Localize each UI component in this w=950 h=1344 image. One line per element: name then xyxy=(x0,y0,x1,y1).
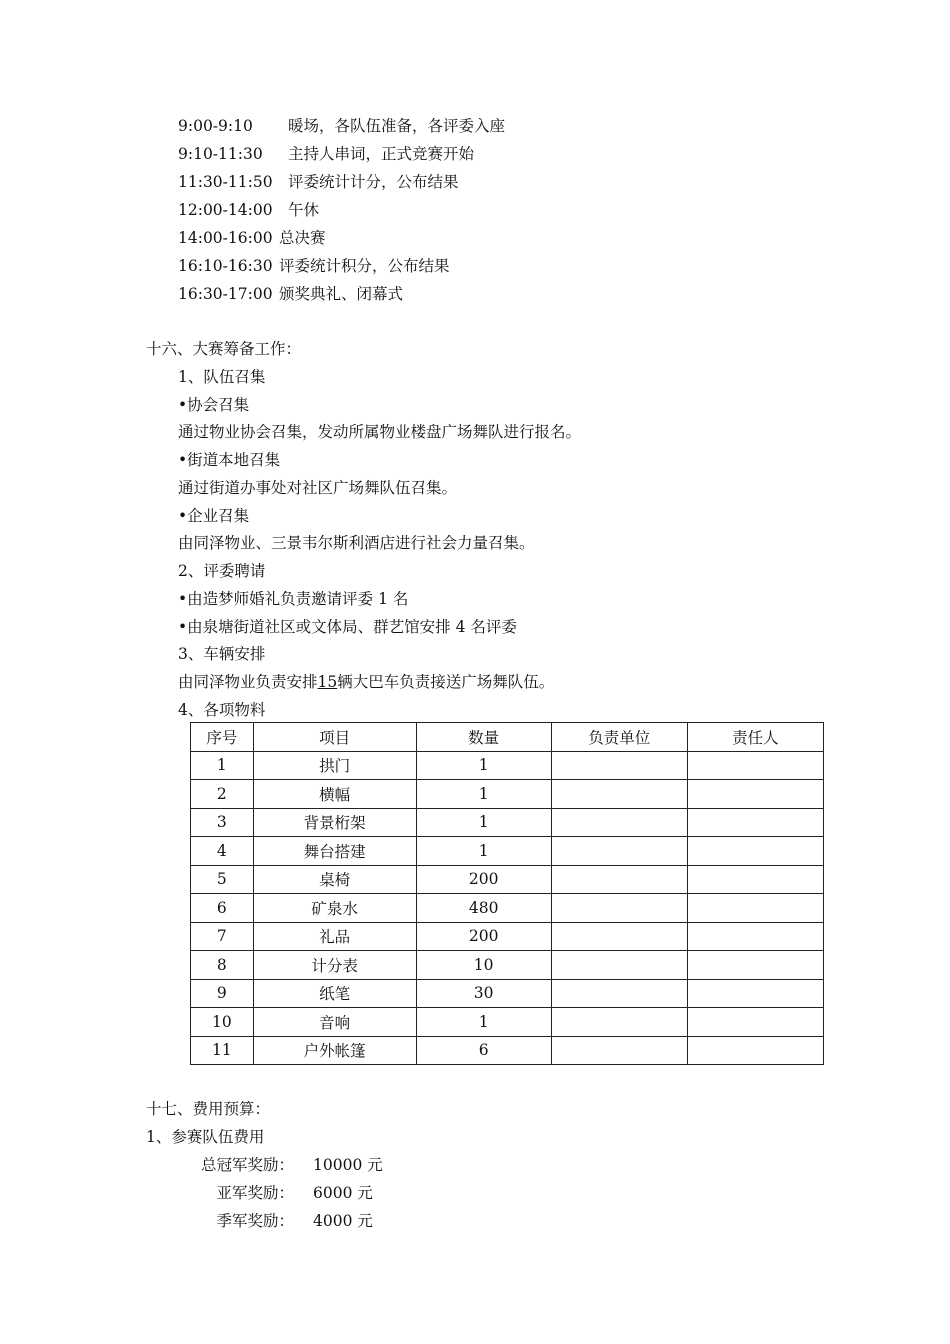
table-row xyxy=(191,951,824,980)
table-cell: 1 xyxy=(416,1008,551,1037)
table-cell xyxy=(687,1008,823,1037)
table-cell xyxy=(687,951,823,980)
paragraph: 由同泽物业、三景韦尔斯利酒店进行社会力量召集。 xyxy=(178,534,535,552)
table-row xyxy=(191,1036,824,1065)
bullet-item: •由泉塘街道社区或文体局、群艺馆安排 4 名评委 xyxy=(178,618,517,636)
vehicle-text-post: 辆大巴车负责接送广场舞队伍。 xyxy=(337,673,555,691)
table-cell: 4 xyxy=(191,837,254,866)
table-row xyxy=(191,808,824,837)
table-row xyxy=(191,1008,824,1037)
table-cell xyxy=(687,894,823,923)
table-cell: 10 xyxy=(191,1008,254,1037)
table-header-row xyxy=(191,723,824,752)
table-cell xyxy=(551,1008,687,1037)
table-cell xyxy=(551,922,687,951)
table-body xyxy=(191,751,824,1065)
table-cell xyxy=(551,979,687,1008)
table-cell: 200 xyxy=(416,865,551,894)
vehicle-text-pre: 由同泽物业负责安排 xyxy=(178,673,318,691)
table-cell: 30 xyxy=(416,979,551,1008)
schedule-time: 12:00-14:00 xyxy=(178,201,273,219)
table-cell: 6 xyxy=(191,894,254,923)
award-value: 10000 元 xyxy=(313,1156,383,1174)
subheading: 1、参赛队伍费用 xyxy=(146,1128,265,1146)
table-header: 项目 xyxy=(253,723,416,752)
bullet-item: •企业召集 xyxy=(178,507,250,525)
table-cell xyxy=(551,1036,687,1065)
vehicle-count: 15 xyxy=(317,673,338,691)
schedule-desc: 评委统计计分，公布结果 xyxy=(288,173,459,191)
table-cell: 纸笔 xyxy=(253,979,416,1008)
table-row xyxy=(191,837,824,866)
subheading: 2、评委聘请 xyxy=(178,562,266,580)
paragraph: 通过街道办事处对社区广场舞队伍召集。 xyxy=(178,479,458,497)
table-row xyxy=(191,751,824,780)
section-heading: 十七、费用预算： xyxy=(146,1100,271,1118)
table-cell xyxy=(687,751,823,780)
table-cell xyxy=(551,837,687,866)
table-row xyxy=(191,865,824,894)
table-cell: 背景桁架 xyxy=(253,808,416,837)
table-cell: 1 xyxy=(416,808,551,837)
table-cell xyxy=(687,865,823,894)
table-cell: 11 xyxy=(191,1036,254,1065)
table-cell: 2 xyxy=(191,780,254,809)
table-cell: 拱门 xyxy=(253,751,416,780)
bullet-item: •由造梦师婚礼负责邀请评委 1 名 xyxy=(178,590,409,608)
table-cell xyxy=(687,837,823,866)
table-cell: 3 xyxy=(191,808,254,837)
table-cell: 户外帐篷 xyxy=(253,1036,416,1065)
table-cell xyxy=(551,808,687,837)
table-cell: 10 xyxy=(416,951,551,980)
award-value: 4000 元 xyxy=(313,1212,373,1230)
paragraph xyxy=(178,672,554,692)
table-cell: 7 xyxy=(191,922,254,951)
table-cell: 桌椅 xyxy=(253,865,416,894)
table-cell xyxy=(551,894,687,923)
table-cell xyxy=(687,1036,823,1065)
table-header: 序号 xyxy=(191,723,254,752)
table-cell: 礼品 xyxy=(253,922,416,951)
award-label: 亚军奖励： xyxy=(216,1184,294,1202)
table-header: 责任人 xyxy=(687,723,823,752)
schedule-desc: 主持人串词，正式竞赛开始 xyxy=(288,145,475,163)
award-label: 总冠军奖励： xyxy=(200,1156,294,1174)
schedule-desc: 暖场，各队伍准备，各评委入座 xyxy=(288,117,506,135)
table-cell xyxy=(551,780,687,809)
subheading: 3、车辆安排 xyxy=(178,645,266,663)
table-cell xyxy=(551,865,687,894)
table-cell: 6 xyxy=(416,1036,551,1065)
table-cell: 1 xyxy=(416,780,551,809)
table-cell xyxy=(687,979,823,1008)
table-cell: 横幅 xyxy=(253,780,416,809)
award-label: 季军奖励： xyxy=(216,1212,294,1230)
table-cell: 舞台搭建 xyxy=(253,837,416,866)
table-cell: 200 xyxy=(416,922,551,951)
table-cell xyxy=(551,751,687,780)
table-row xyxy=(191,780,824,809)
schedule-time: 9:00-9:10 xyxy=(178,117,253,135)
table-header: 数量 xyxy=(416,723,551,752)
table-cell: 1 xyxy=(416,751,551,780)
award-value: 6000 元 xyxy=(313,1184,373,1202)
schedule-time: 14:00-16:00 xyxy=(178,229,273,247)
table-row xyxy=(191,979,824,1008)
table-header: 负责单位 xyxy=(551,723,687,752)
table-cell xyxy=(687,922,823,951)
schedule-desc: 午休 xyxy=(288,201,320,219)
section-heading: 十六、大赛筹备工作： xyxy=(146,340,302,358)
table-cell: 1 xyxy=(416,837,551,866)
table-row xyxy=(191,922,824,951)
schedule-desc: 总决赛 xyxy=(279,229,326,247)
paragraph: 通过物业协会召集，发动所属物业楼盘广场舞队进行报名。 xyxy=(178,423,582,441)
bullet-item: •街道本地召集 xyxy=(178,451,281,469)
schedule-desc: 颁奖典礼、闭幕式 xyxy=(279,285,404,303)
subheading: 1、队伍召集 xyxy=(178,368,266,386)
table-cell: 计分表 xyxy=(253,951,416,980)
materials-table xyxy=(190,722,824,1065)
schedule-time: 11:30-11:50 xyxy=(178,173,273,191)
table-cell xyxy=(551,951,687,980)
schedule-time: 16:30-17:00 xyxy=(178,285,273,303)
subheading: 4、各项物料 xyxy=(178,701,266,719)
table-cell xyxy=(687,780,823,809)
bullet-item: •协会召集 xyxy=(178,396,250,414)
table-cell xyxy=(687,808,823,837)
table-cell: 音响 xyxy=(253,1008,416,1037)
schedule-desc: 评委统计积分，公布结果 xyxy=(279,257,450,275)
table-row xyxy=(191,894,824,923)
table-cell: 9 xyxy=(191,979,254,1008)
schedule-time: 16:10-16:30 xyxy=(178,257,273,275)
table-cell: 1 xyxy=(191,751,254,780)
table-cell: 480 xyxy=(416,894,551,923)
table-cell: 8 xyxy=(191,951,254,980)
table-cell: 矿泉水 xyxy=(253,894,416,923)
table-cell: 5 xyxy=(191,865,254,894)
schedule-time: 9:10-11:30 xyxy=(178,145,263,163)
